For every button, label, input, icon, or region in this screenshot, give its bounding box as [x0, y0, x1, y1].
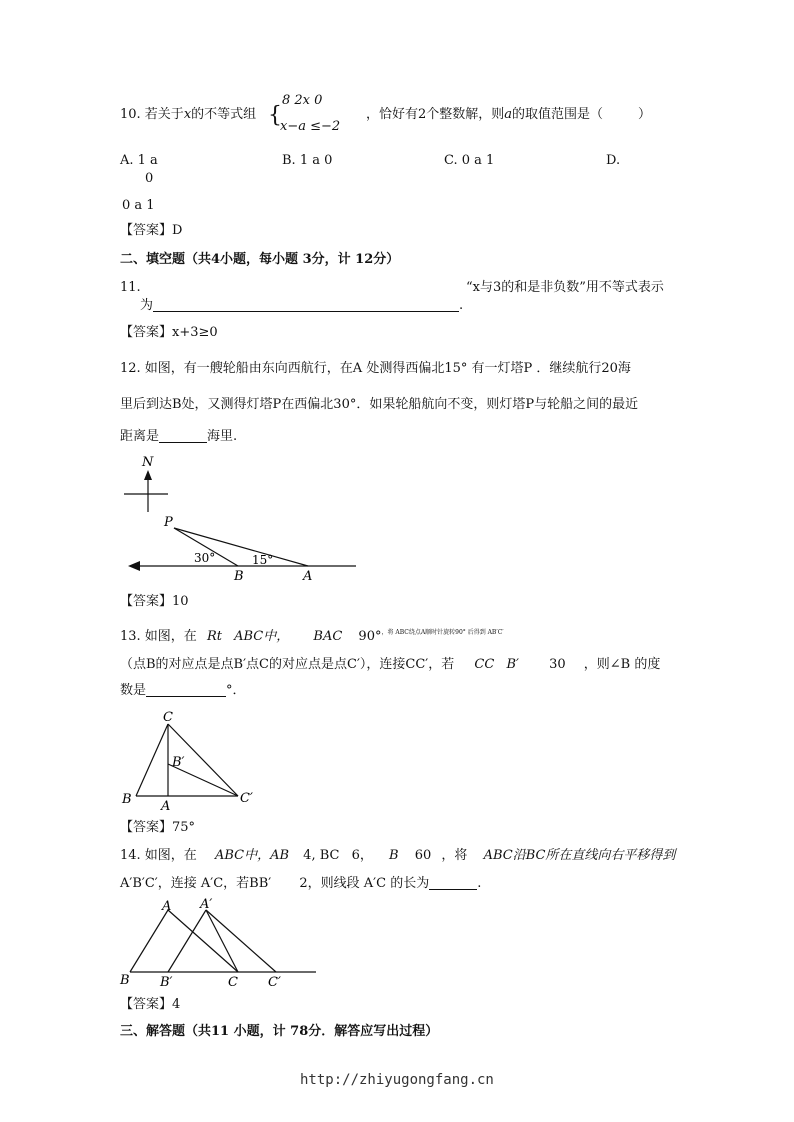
q14-line1: [120, 849, 675, 862]
q14-b: B: [389, 848, 399, 863]
label-C-prime: C′: [268, 975, 281, 990]
q13-rt: Rt: [206, 629, 222, 644]
segment-AC: [168, 910, 238, 972]
q13-bp: B′: [506, 657, 519, 672]
q12-line3-a: 距离是: [120, 429, 160, 444]
label-A: A: [161, 799, 171, 812]
q13-val30: 30: [549, 657, 566, 672]
angle-30-label: 30°: [194, 551, 216, 565]
q11-line2: [140, 299, 463, 312]
q13-abc: ABC中，: [234, 629, 290, 644]
q10-option-d-cont: 0 a 1: [122, 198, 155, 213]
q11-end: .: [459, 298, 464, 313]
label-A: A: [303, 569, 313, 584]
q14-v4: 4, BC: [303, 848, 340, 863]
q13-line3-b: °．: [226, 683, 246, 698]
angle-15-label: 15°: [252, 553, 274, 567]
q14-v6: 6，: [351, 848, 373, 863]
q13-line1: [120, 630, 504, 643]
north-arrow-head-icon: [144, 470, 152, 480]
q14-abc: ABC中，AB: [214, 848, 290, 863]
label-C: C: [228, 975, 238, 990]
q13-line3: [120, 684, 246, 697]
label-C: C: [163, 710, 173, 725]
label-A-prime: A′: [200, 897, 213, 912]
q13-line3-a: 数是: [120, 683, 147, 698]
q10-option-a-cont: 0: [145, 171, 154, 186]
q12-answer: 【答案】10: [120, 594, 189, 609]
q14-answer-blank[interactable]: [429, 877, 477, 890]
q14-figure: [118, 896, 322, 992]
q13-bac: BAC: [313, 629, 343, 644]
q14-line1-b: ，将: [441, 848, 468, 863]
q11-answer: 【答案】x+3≥0: [120, 325, 218, 340]
segment-B-prime-A-prime: [168, 910, 206, 972]
label-B-prime: B′: [172, 755, 185, 770]
section-2-heading: 二、填空题（共4小题，每小题 3分，计 12分）: [120, 252, 400, 267]
q13-small-text: ，将 ABC绕点A顺时针旋转90° 后得到 AB′C′: [381, 629, 504, 636]
footer-url[interactable]: http://zhiyugongfang.cn: [300, 1072, 494, 1088]
q11-text2: 为: [140, 298, 154, 313]
q13-line2-b: ，则∠B 的度: [583, 657, 661, 672]
q10-brace: {: [268, 103, 282, 128]
q14-line2: [120, 877, 481, 890]
q10-stem-d: 的取值范围是（: [512, 107, 604, 122]
q12-line3: [120, 430, 237, 443]
label-B-prime: B′: [160, 975, 173, 990]
q13-answer: 【答案】75°: [120, 820, 196, 835]
q10-stem-tail: [366, 108, 603, 121]
q12-line3-b: 海里.: [207, 429, 238, 444]
q13-deg90: 90°: [358, 629, 382, 644]
q14-line2-a: A′B′C′，连接 A′C，若BB′: [120, 876, 272, 891]
segment-A-prime-C-prime: [206, 910, 276, 972]
q13-figure: [118, 708, 268, 812]
q10-stem-b: 的不等式组: [191, 107, 257, 122]
q11-text: “x与3的和是非负数”用不等式表示: [466, 280, 664, 295]
q13-answer-blank[interactable]: [146, 684, 226, 697]
q14-v60: 60: [414, 848, 432, 863]
q10-stem-a: 10. 若关于: [120, 107, 184, 122]
label-N: N: [142, 455, 154, 470]
segment-CB: [136, 724, 168, 796]
q10-option-b: B. 1 a 0: [282, 153, 333, 168]
q10-option-d: D.: [606, 153, 621, 168]
q12-line2: 里后到达B处，又测得灯塔P在西偏北30°．如果轮船航向不变，则灯塔P与轮船之间的最近: [120, 397, 639, 412]
q14-end: .: [477, 876, 482, 891]
section-3-heading: 三、解答题（共11 小题，计 78分．解答应写出过程）: [120, 1024, 439, 1039]
q14-line2-b: ，则线段 A′C 的长为: [307, 876, 430, 891]
label-B: B: [234, 569, 244, 584]
q12-line1: 12. 如图，有一艘轮船由东向西航行，在A 处测得西偏北15° 有一灯塔P ．继续航行20海: [120, 361, 631, 376]
q14-v2: 2: [299, 876, 308, 891]
q11-answer-blank[interactable]: [153, 299, 459, 312]
q14-answer: 【答案】4: [120, 997, 181, 1012]
q11-number: 11.: [120, 280, 141, 295]
q10-system-top: 8 2x 0: [282, 93, 323, 108]
q12-answer-blank[interactable]: [159, 430, 207, 443]
q13-line2-a: （点B的对应点是点B′点C的对应点是点C′），连接CC′，若: [120, 657, 455, 672]
q10-system-bottom: x−a ≤−2: [280, 119, 341, 134]
q10-stem: [120, 108, 256, 121]
q14-line1-c: ABC沿BC所在直线向右平移得到: [483, 848, 676, 863]
segment-A-prime-C: [206, 910, 238, 972]
q10-answer: 【答案】D: [120, 223, 183, 238]
label-B: B: [122, 792, 132, 807]
q10-option-a: A. 1 a: [120, 153, 158, 168]
label-C-prime: C′: [240, 791, 253, 806]
q10-stem-c: ，恰好有2个整数解，则: [366, 107, 505, 122]
q13-cc: CC: [474, 657, 495, 672]
label-A: A: [162, 899, 172, 914]
course-arrow-head-icon: [128, 561, 140, 571]
q13-line1-a: 13. 如图，在: [120, 629, 197, 644]
q10-close-paren: ）: [638, 107, 652, 122]
q10-var-a: a: [504, 107, 513, 122]
label-P: P: [164, 515, 173, 530]
segment-BA: [130, 910, 168, 972]
q10-option-c: C. 0 a 1: [444, 153, 495, 168]
q10-var-x: x: [183, 107, 192, 122]
q14-line1-a: 14. 如图，在: [120, 848, 197, 863]
q12-figure: [118, 452, 368, 584]
label-B: B: [120, 973, 130, 988]
q13-line2: [120, 658, 660, 671]
